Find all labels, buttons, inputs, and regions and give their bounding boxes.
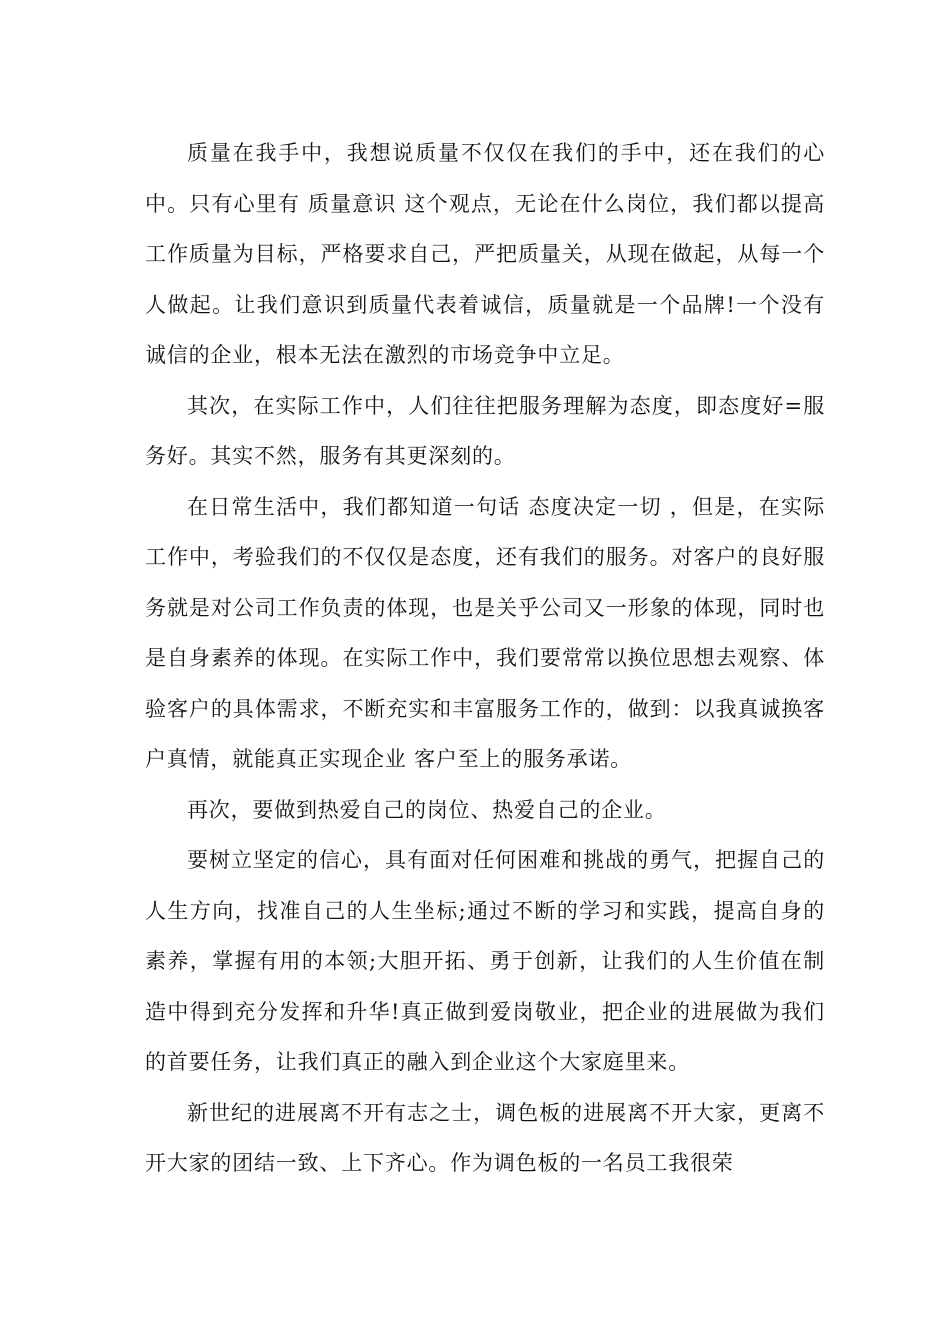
paragraph-love-job: 再次，要做到热爱自己的岗位、热爱自己的企业。: [187, 797, 667, 822]
paragraph-new-century: 新世纪的进展离不开有志之士，调色板的进展离不开大家，更离不开大家的团结一致、上下齐心。作为调色板的一名员工我很荣: [145, 1100, 825, 1175]
paragraph-quality: 质量在我手中，我想说质量不仅仅在我们的手中，还在我们的心中。只有心里有 质量意识 这个观点，无论在什么岗位，我们都以提高工作质量为目标，严格要求自己，严把质量关，从现在做起，从每一个人做起。让我们意识到质量代表着诚信，质量就是一个品牌!一个没有诚信的企业，根本无法在激烈的市场竞争中立足。: [145, 141, 825, 367]
paragraph-daily-life: 在日常生活中，我们都知道一句话 态度决定一切 ，但是，在实际工作中，考验我们的不仅仅是态度，还有我们的服务。对客户的良好服务就是对公司工作负责的体现，也是关乎公司又一形象的体现，同时也是自身素养的体现。在实际工作中，我们要常常以换位思想去观察、体验客户的具体需求，不断充实和丰富服务工作的，做到：以我真诚换客户真情，就能真正实现企业 客户至上的服务承诺。: [145, 494, 825, 771]
paragraph-service-attitude: 其次，在实际工作中，人们往往把服务理解为态度，即态度好=服务好。其实不然，服务有其更深刻的。: [145, 393, 825, 468]
document-body: [145, 128, 825, 1189]
paragraph-confidence: 要树立坚定的信心，具有面对任何困难和挑战的勇气，把握自己的人生方向，找准自己的人生坐标;通过不断的学习和实践，提高自身的素养，掌握有用的本领;大胆开拓、勇于创新，让我们的人生价值在制造中得到充分发挥和升华!真正做到爱岗敬业，把企业的进展做为我们的首要任务，让我们真正的融入到企业这个大家庭里来。: [145, 848, 825, 1074]
